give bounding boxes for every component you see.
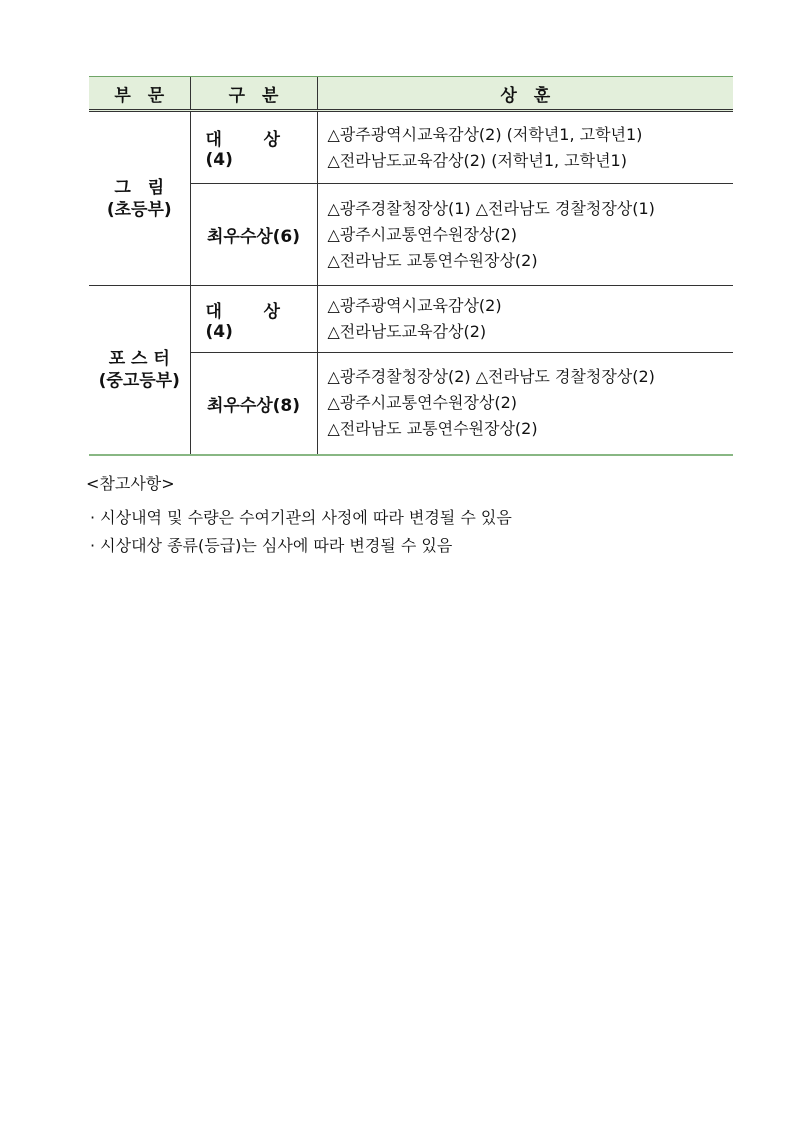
category-cell-excellence: 최우수상(8)	[190, 353, 317, 455]
award-line: △광주시교통연수원장상(2)	[327, 393, 518, 413]
category-cell-grand-prize	[190, 111, 317, 184]
award-line: △광주시교통연수원장상(2)	[327, 224, 518, 244]
award-line: △전라남도 교통연수원장상(2)	[327, 419, 538, 439]
awards-cell	[317, 184, 733, 286]
category-cell-excellence: 최우수상(6)	[190, 184, 317, 286]
awards-cell	[317, 111, 733, 184]
award-line: △광주경찰청장상(1) △전라남도 경찰청장상(1)	[327, 198, 655, 218]
award-line: △광주광역시교육감상(2) (저학년1, 고학년1)	[327, 124, 643, 144]
awards-cell	[317, 353, 733, 455]
note-item: · 시상대상 종류(등급)는 심사에 따라 변경될 수 있음	[90, 536, 453, 555]
division-level: (초등부)	[106, 199, 172, 220]
header-awards: 상 훈	[317, 77, 733, 111]
division-cell-drawing	[89, 111, 190, 286]
awards-cell	[317, 286, 733, 353]
notes-title: <참고사항>	[86, 474, 175, 493]
category-label-b: 상(4)	[205, 130, 280, 170]
category-cell-grand-prize	[190, 286, 317, 353]
award-line: △전라남도교육감상(2)	[327, 322, 487, 341]
category-label-b: 상(4)	[205, 301, 280, 342]
table-row	[89, 286, 733, 353]
division-name: 그 림	[114, 177, 165, 198]
division-level: (중고등부)	[98, 370, 180, 391]
table-header-row	[89, 77, 733, 111]
note-item: · 시상내역 및 수량은 수여기관의 사정에 따라 변경될 수 있음	[90, 508, 512, 527]
notes-section	[86, 470, 512, 560]
award-line: △전라남도 교통연수원장상(2)	[327, 250, 538, 270]
award-line: △광주경찰청장상(2) △전라남도 경찰청장상(2)	[327, 367, 655, 387]
award-line: △전라남도교육감상(2) (저학년1, 고학년1)	[327, 150, 627, 170]
category-label-a: 대	[205, 301, 222, 322]
division-name: 포 스 터	[108, 348, 170, 369]
division-cell-poster	[89, 286, 190, 455]
header-division: 부 문	[89, 77, 190, 111]
award-table	[89, 76, 733, 456]
header-category: 구 분	[190, 77, 317, 111]
award-line: △광주광역시교육감상(2)	[327, 296, 502, 315]
table-row	[89, 111, 733, 184]
category-label-a: 대	[205, 130, 222, 150]
